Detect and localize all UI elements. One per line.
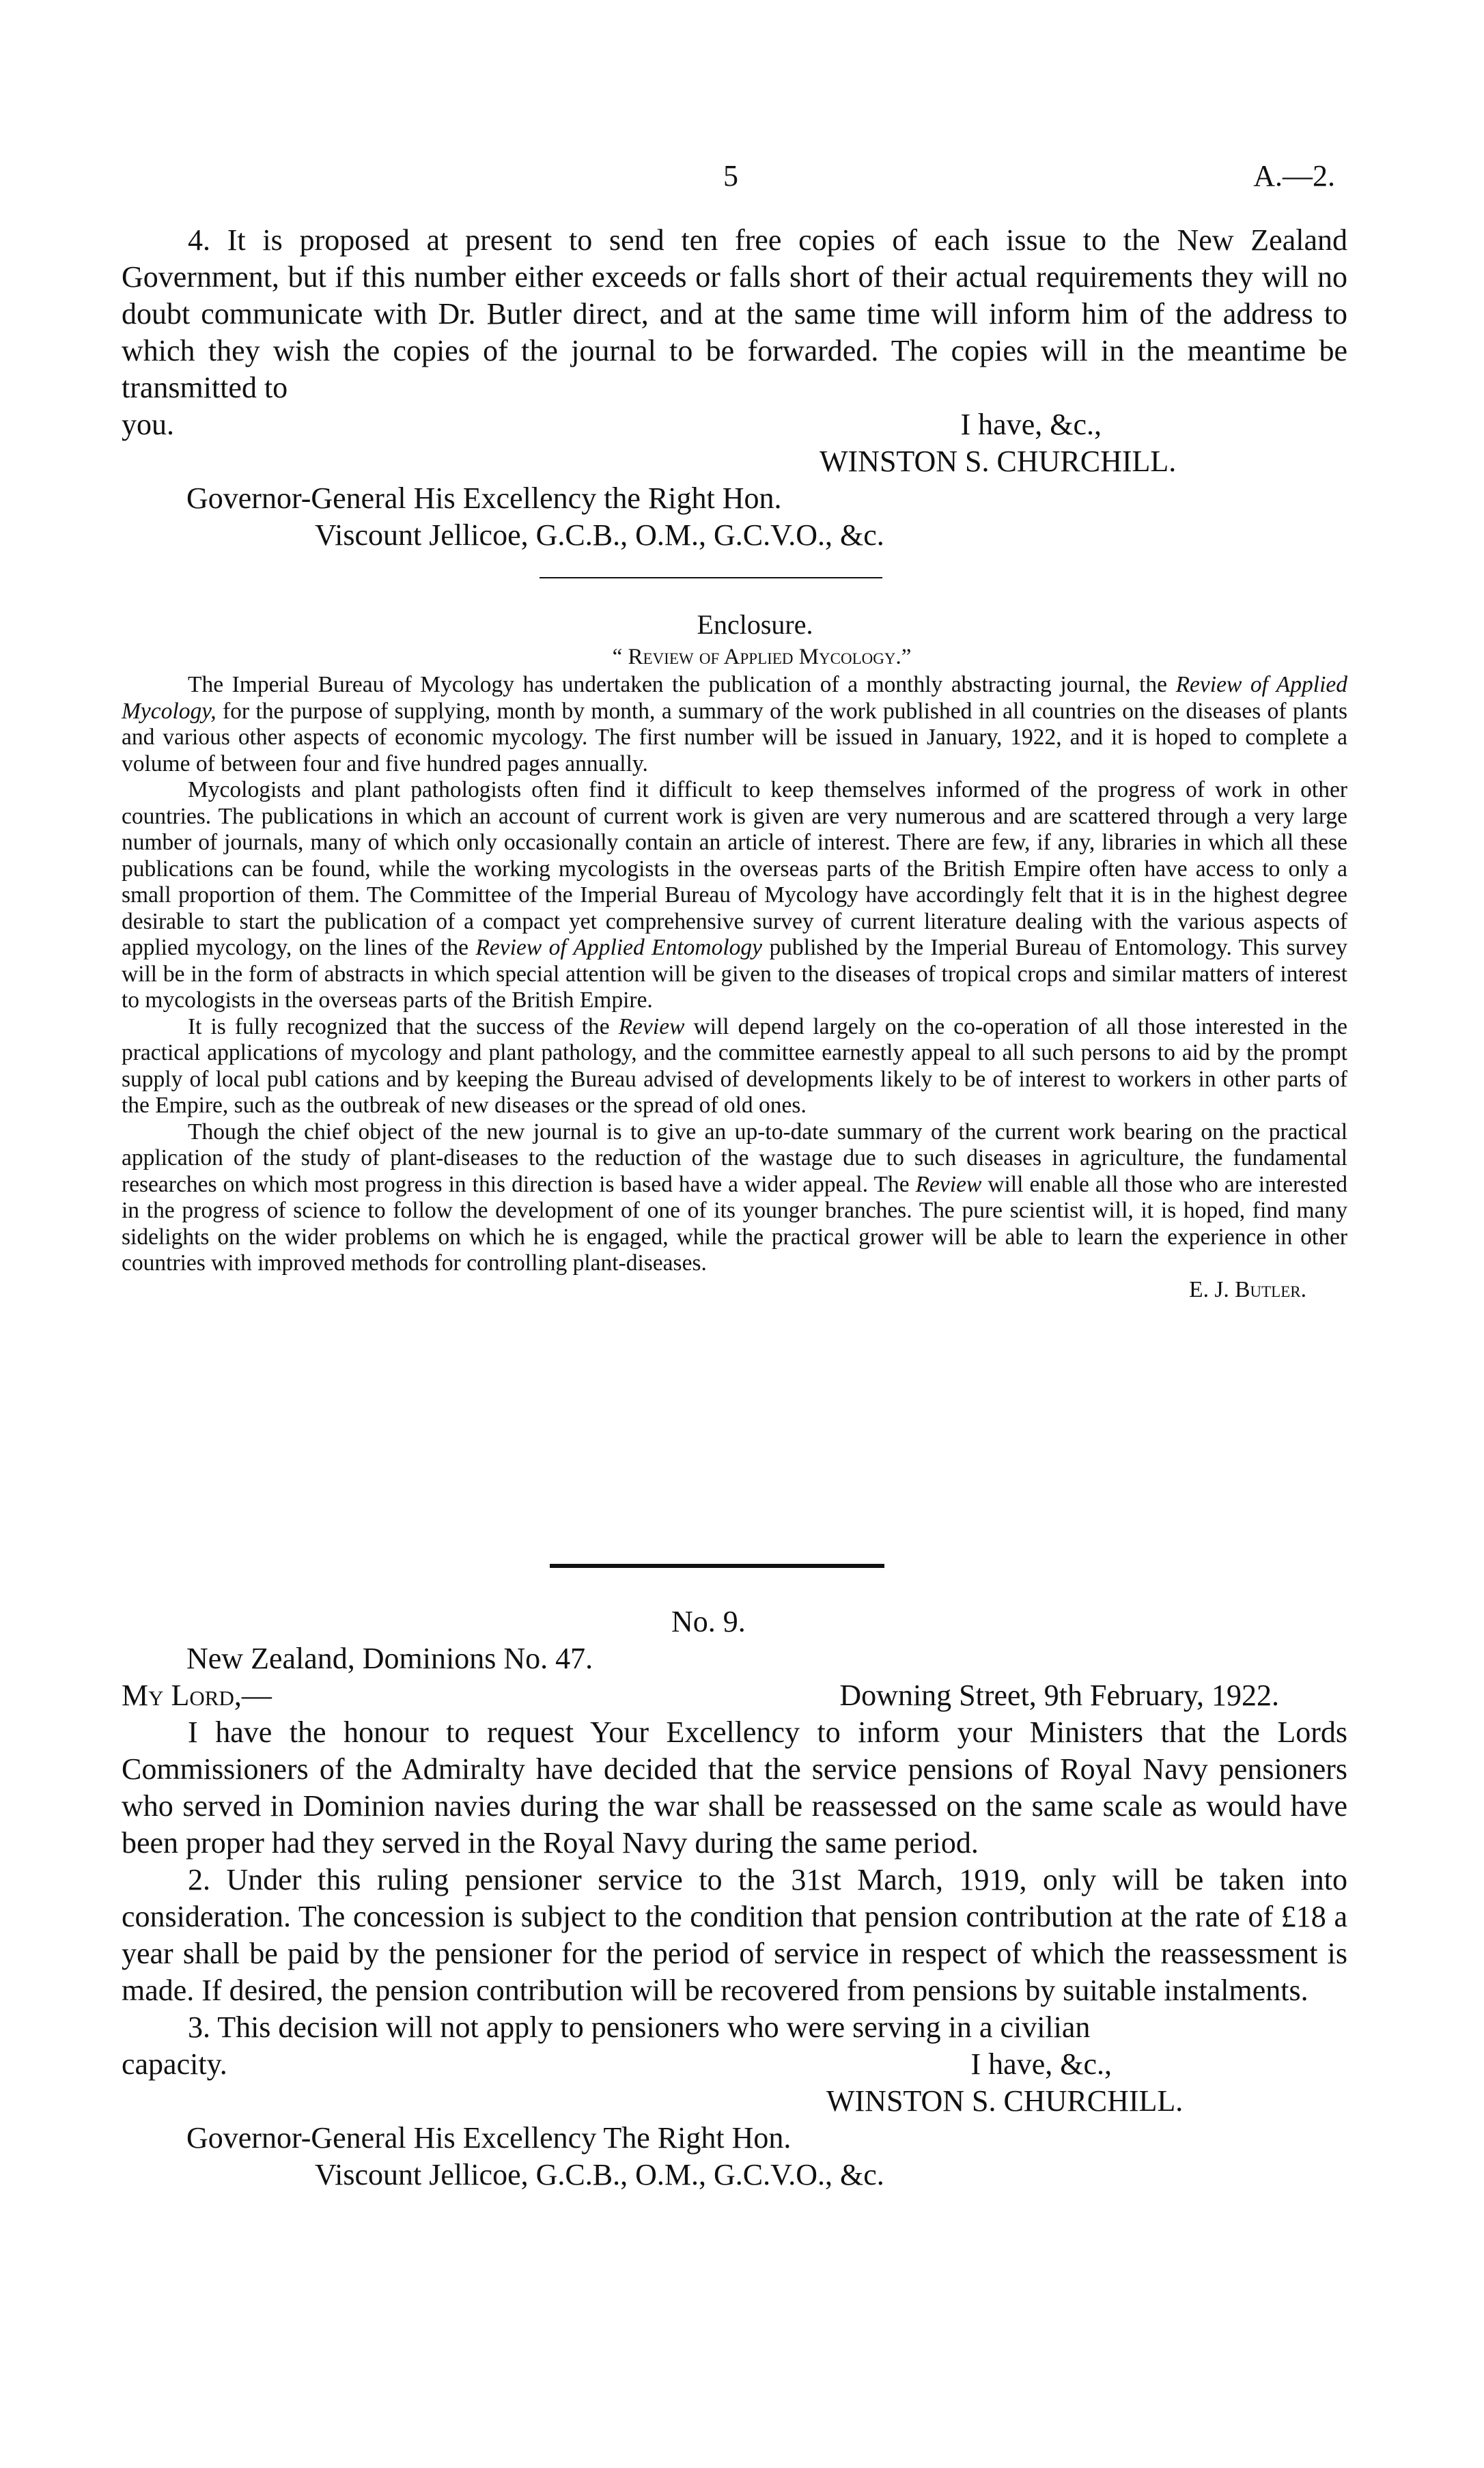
- letter2-addressee-1: Governor-General His Excellency The Right Hon.: [186, 2121, 792, 2155]
- letter2-section: [122, 1603, 1347, 2193]
- letter2-addressee-2: Viscount Jellicoe, G.C.B., O.M., G.C.V.O., &c.: [315, 2158, 884, 2191]
- letter1-addressee-1: Governor-General His Excellency the Right Hon.: [186, 481, 782, 515]
- letter2-para-2: 2. Under this ruling pensioner service to the 31st March, 1919, only will be taken into consideration. The concession is subject to the condition that pension contribution at the rate of £18 a year shall be paid by the pensioner for the period of service in respect of which the reassessment is made. If desired, the pension contribution will be recovered from pensions by suitable instalments.: [122, 1863, 1347, 2007]
- enclosure-title: “ Review of Applied Mycology.”: [612, 645, 912, 669]
- enclosure-section: [122, 608, 1347, 1303]
- section-divider-2: [550, 1564, 884, 1568]
- enclosure-signature: E. J. Butler.: [1189, 1276, 1306, 1302]
- enclosure-heading: Enclosure.: [697, 609, 813, 640]
- letter2-para3-end: capacity.: [122, 2047, 227, 2081]
- letter1-closing: I have, &c.,: [960, 408, 1102, 441]
- section-divider-1: [540, 577, 882, 578]
- letter2-para-1: I have the honour to request Your Excellency to inform your Ministers that the Lords Commissioners of the Admiralty have decided that the service pensions of Royal Navy pensioners who served in Dominion navies during the war shall be reassessed on the same scale as would have been proper had they served in the Royal Navy during the same period.: [122, 1715, 1347, 1860]
- letter2-reference: New Zealand, Dominions No. 47.: [186, 1642, 593, 1675]
- letter1-para4-end: you.: [122, 408, 174, 441]
- letter2-signature: WINSTON S. CHURCHILL.: [826, 2084, 1184, 2118]
- enclosure-para-2: Mycologists and plant pathologists often find it difficult to keep themselves informed of the progress of work in other countries. The publications in which an account of current work is given are very numerous and are scattered through a very large number of journals, many of which only occasionally contain an article of interest. There are few, if any, libraries in which all these publications can be found, while the working mycologists in the overseas parts of the British Empire often have access to only a small proportion of them. The Committee of the Imperial Bureau of Mycology have accordingly felt that it is in the highest degree desirable to start the publication of a compact yet comprehensive survey of current literature dealing with the various aspects of applied mycology, on the lines of the Review of Applied Entomology published by the Imperial Bureau of Entomology. This survey will be in the form of abstracts in which special attention will be given to the diseases of tropical crops and similar matters of interest to mycologists in the overseas parts of the British Empire.: [122, 777, 1347, 1013]
- letter2-number: No. 9.: [671, 1605, 746, 1638]
- letter1-section: [122, 222, 1347, 554]
- document-reference: A.—2.: [1253, 159, 1335, 193]
- letter1-signature: WINSTON S. CHURCHILL.: [820, 445, 1177, 478]
- letter1-para4: 4. It is proposed at present to send ten free copies of each issue to the New Zealand Government, but if this number either exceeds or falls short of their actual requirements they will no doubt communicate with Dr. Butler direct, and at the same time will inform him of the address to which they wish the copies of the journal to be forwarded. The copies will in the meantime be transmitted to: [122, 223, 1347, 404]
- letter2-salutation-line: [122, 1677, 1347, 1714]
- enclosure-para-4: Though the chief object of the new journal is to give an up-to-date summary of the current work bearing on the practical application of the study of plant-diseases to the reduction of the wastage due to such diseases in agriculture, the fundamental researches on which most progress in this direction is based have a wider appeal. The Review will enable all those who are interested in the progress of science to follow the development of one of its younger branches. The pure scientist will, it is hoped, find many sidelights on the wider problems on which he is engaged, while the practical grower will be able to learn the experience in other countries with improved methods for controlling plant-diseases.: [122, 1119, 1347, 1276]
- enclosure-para-3: It is fully recognized that the success of the Review will depend largely on the co-operation of all those interested in the practical applications of mycology and plant pathology, and the committee earnestly appeal to all such persons to aid by the prompt supply of local publ cations and by keeping the Bureau advised of developments likely to be of interest to workers in other parts of the Empire, such as the outbreak of new diseases or the spread of old ones.: [122, 1013, 1347, 1118]
- letter1-para4-lastline: [122, 406, 1347, 443]
- enclosure-para-1: The Imperial Bureau of Mycology has undertaken the publication of a monthly abstracting journal, the Review of Applied Mycology, for the purpose of supplying, month by month, a summary of the work published in all countries on the diseases of plants and various other aspects of economic mycology. The first number will be issued in January, 1922, and it is hoped to complete a volume of between four and five hundred pages annually.: [122, 672, 1348, 776]
- letter2-closing: I have, &c.,: [970, 2047, 1112, 2081]
- letter2-salutation: My Lord,—: [122, 1679, 272, 1712]
- letter1-addressee-2: Viscount Jellicoe, G.C.B., O.M., G.C.V.O., &c.: [315, 518, 884, 552]
- letter2-place-date: Downing Street, 9th February, 1922.: [839, 1679, 1279, 1712]
- letter2-para-3: 3. This decision will not apply to pensioners who were serving in a civilian: [188, 2010, 1091, 2044]
- letter2-para3-lastline: [122, 2046, 1347, 2083]
- page-number: 5: [723, 159, 738, 193]
